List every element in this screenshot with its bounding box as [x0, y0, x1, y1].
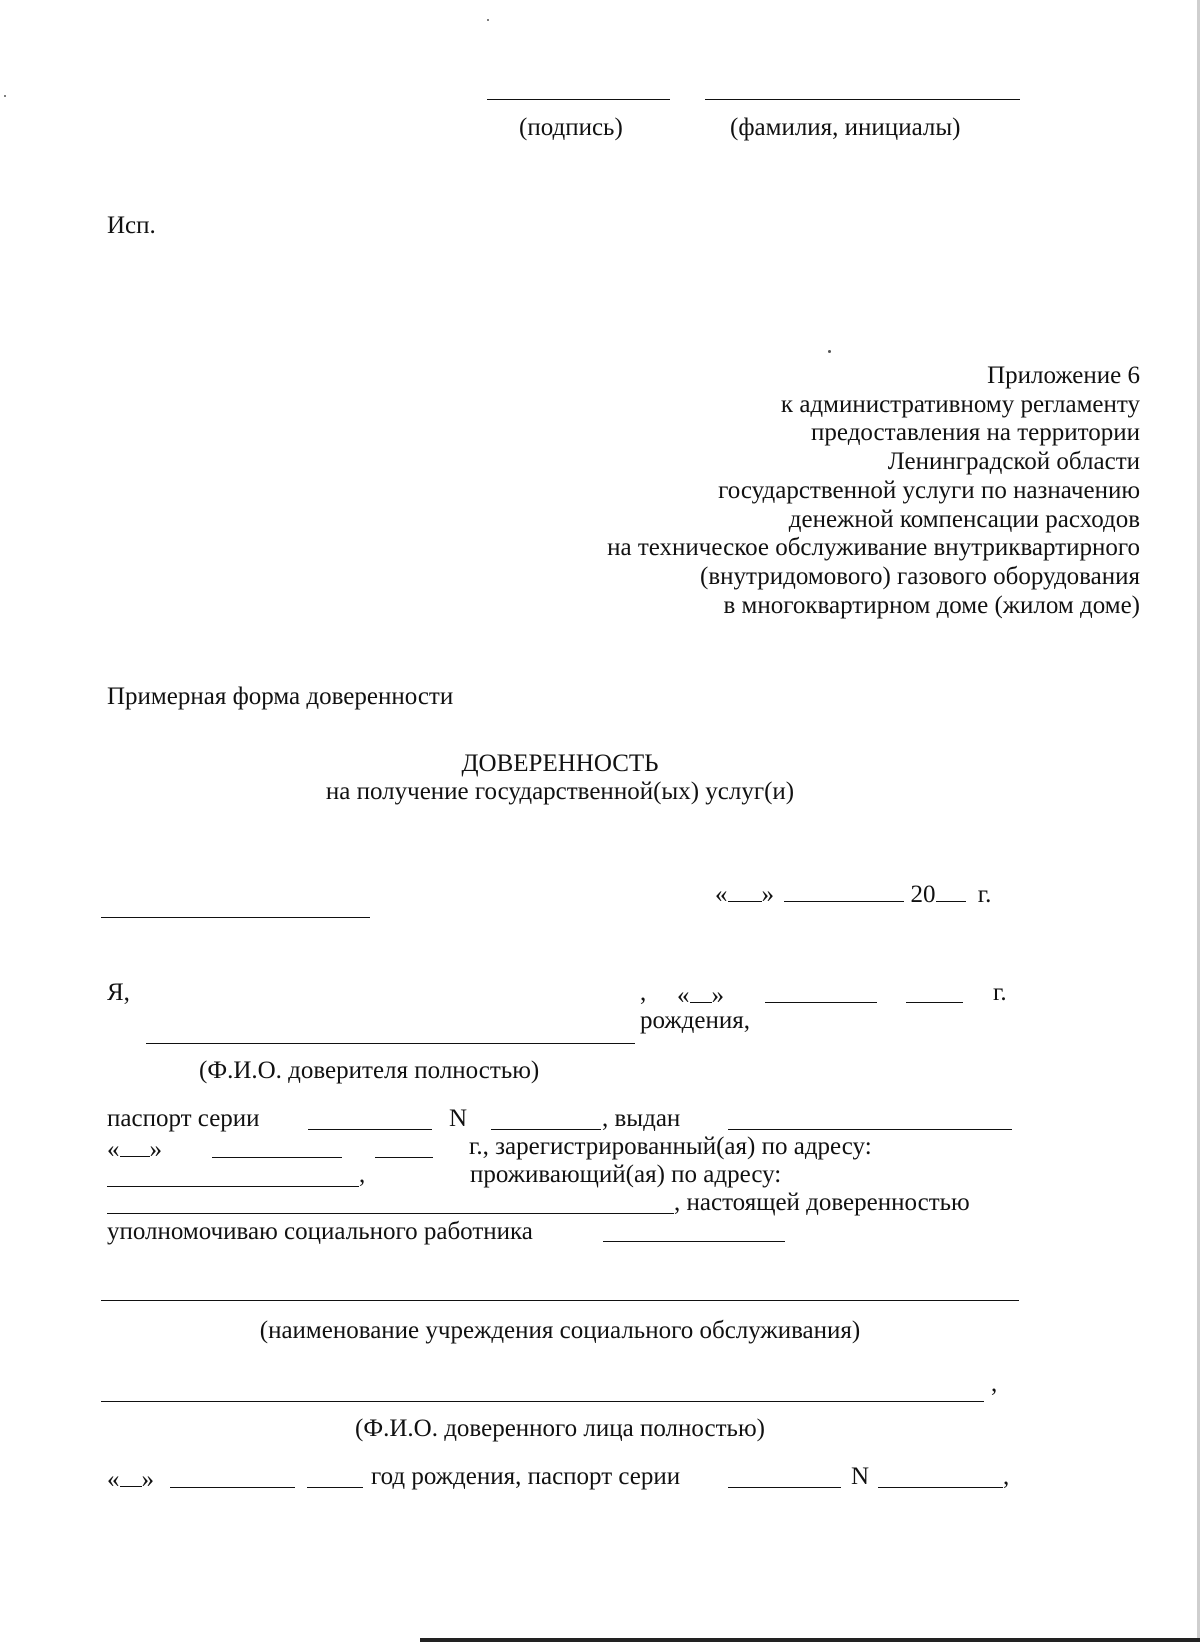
passport-number-blank[interactable] [491, 1129, 601, 1130]
trustee-year-blank[interactable] [307, 1487, 363, 1488]
executor-label: Исп. [107, 212, 156, 239]
residing-address-blank[interactable] [107, 1213, 674, 1214]
name-line [705, 99, 1020, 100]
registered-address-blank[interactable] [107, 1186, 359, 1187]
trustee-open-quote: « [107, 1466, 120, 1493]
annex-line: на техническое обслуживание внутриквартирного [607, 534, 1140, 562]
trustee-birth-date [107, 1464, 154, 1492]
issued-label: , выдан [602, 1105, 681, 1132]
annex-line: к административному регламенту [780, 390, 1140, 418]
scan-speck [828, 350, 831, 353]
date-open-quote: « [715, 881, 728, 908]
annex-line: Ленинградской области [887, 448, 1140, 476]
signature-line [487, 99, 670, 100]
issue-day-blank[interactable] [120, 1134, 150, 1157]
institution-line[interactable] [101, 1300, 1019, 1301]
grantor-open-quote: « [677, 982, 690, 1009]
issue-date [107, 1134, 162, 1162]
scan-speck [4, 95, 6, 97]
annex-line: предоставления на территории [811, 419, 1140, 447]
grantor-birth-date [677, 980, 724, 1008]
annex-block [607, 362, 1140, 620]
authorize-text: , настоящей доверенностью [674, 1189, 970, 1216]
issue-open-quote: « [107, 1136, 120, 1163]
passport-series-label: паспорт серии [107, 1105, 260, 1132]
residing-text: проживающий(ая) по адресу: [470, 1161, 782, 1188]
document-title: ДОВЕРЕННОСТЬ [461, 750, 659, 777]
annex-line: (внутридомового) газового оборудования [700, 562, 1140, 590]
birth-label: рождения, [640, 1007, 750, 1034]
passport-number-label: N [449, 1105, 468, 1132]
place-line [101, 917, 370, 918]
trustee-trailing-comma: , [991, 1370, 998, 1397]
registered-text: г., зарегистрированный(ая) по адресу: [469, 1133, 872, 1160]
issue-close-quote: » [149, 1136, 162, 1163]
signature-caption: (подпись) [519, 114, 623, 141]
annex-line: денежной компенсации расходов [788, 505, 1140, 533]
grantor-caption: (Ф.И.О. доверителя полностью) [199, 1057, 540, 1084]
scan-speck [487, 19, 489, 21]
birth-passport-text: год рождения, паспорт серии [371, 1463, 681, 1490]
annex-line: государственной услуги по назначению [718, 476, 1140, 504]
address-comma: , [359, 1161, 366, 1188]
trustee-month-blank[interactable] [170, 1487, 295, 1488]
scan-bottom-edge [420, 1638, 1200, 1642]
i-label: Я, [107, 979, 130, 1006]
date-close-quote: » [761, 881, 774, 908]
grantor-day-blank[interactable] [690, 980, 712, 1003]
year-blank[interactable] [936, 879, 966, 902]
document-subtitle: на получение государственной(ых) услуг(и) [325, 778, 795, 805]
name-caption: (фамилия, инициалы) [730, 114, 961, 141]
grantor-name-line[interactable] [146, 1043, 635, 1044]
grantor-comma: , [640, 979, 647, 1006]
social-worker-blank[interactable] [603, 1241, 785, 1242]
grantor-close-quote: » [711, 982, 724, 1009]
passport-series-blank[interactable] [308, 1129, 432, 1130]
institution-caption: (наименование учреждения социального обслуживания) [259, 1317, 861, 1344]
grantor-year-suffix: г. [993, 979, 1007, 1006]
grantor-year-blank[interactable] [906, 1002, 963, 1003]
date-line [715, 879, 991, 907]
trustee-end-comma: , [1003, 1463, 1010, 1490]
grantor-month-blank[interactable] [765, 1002, 877, 1003]
trustee-series-blank[interactable] [728, 1487, 841, 1488]
trustee-caption: (Ф.И.О. доверенного лица полностью) [355, 1415, 765, 1442]
sample-form-label: Примерная форма доверенности [107, 683, 454, 710]
annex-line: Приложение 6 [987, 362, 1140, 389]
trustee-close-quote: » [141, 1466, 154, 1493]
social-worker-text: уполномочиваю социального работника [107, 1218, 533, 1245]
annex-line: в многоквартирном доме (жилом доме) [723, 591, 1140, 619]
trustee-name-line[interactable] [101, 1401, 984, 1402]
trustee-number-label: N [851, 1463, 870, 1490]
year-prefix: 20 [910, 881, 936, 908]
issue-year-blank[interactable] [375, 1157, 433, 1158]
trustee-day-blank[interactable] [120, 1464, 142, 1487]
year-suffix: г. [977, 881, 992, 908]
month-blank[interactable] [784, 879, 904, 902]
issue-month-blank[interactable] [212, 1157, 342, 1158]
trustee-number-blank[interactable] [878, 1487, 1003, 1488]
issued-by-blank[interactable] [728, 1129, 1012, 1130]
day-blank[interactable] [728, 879, 762, 902]
